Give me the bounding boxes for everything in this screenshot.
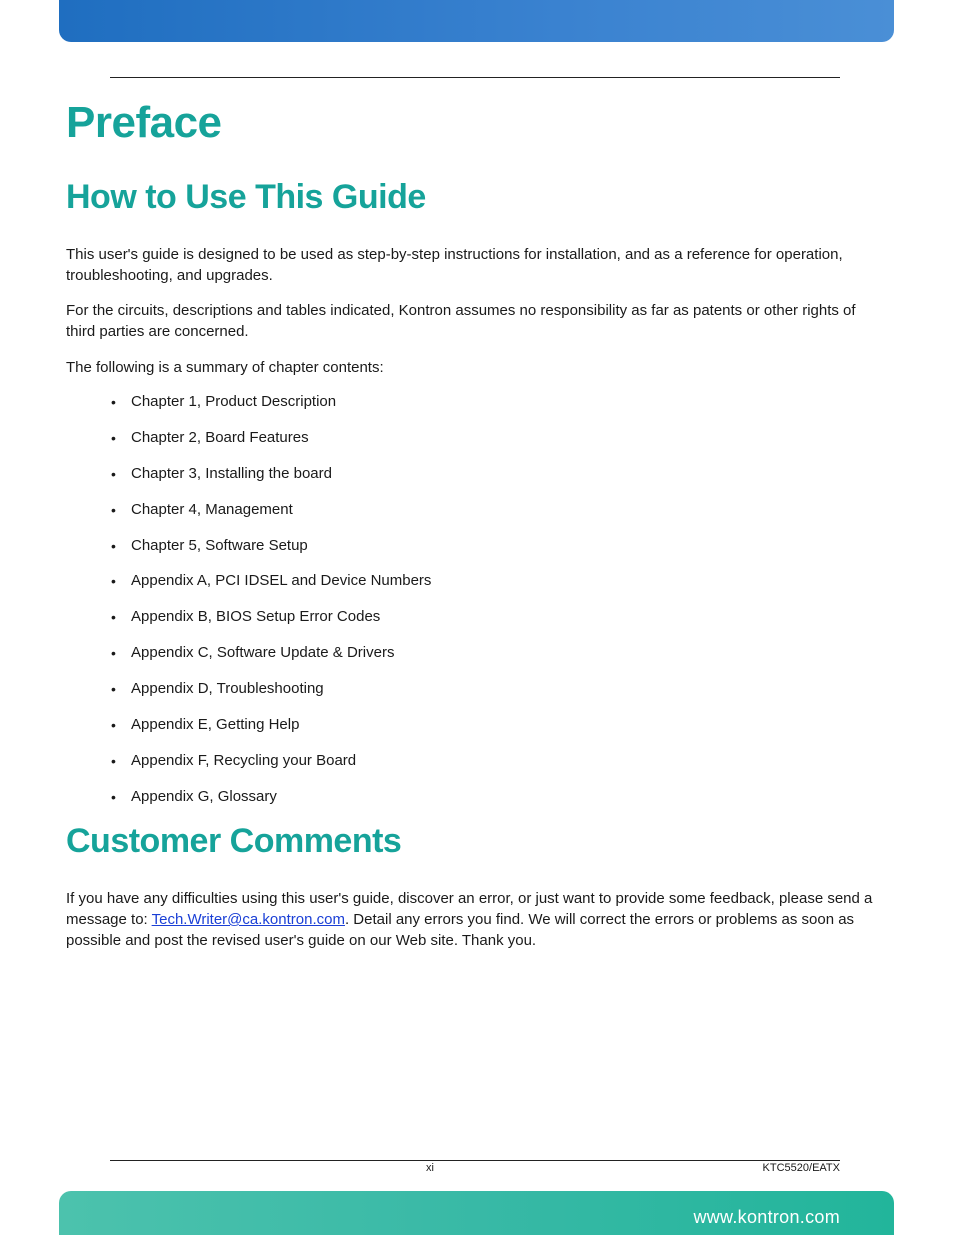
list-item: • Chapter 5, Software Setup (111, 536, 308, 554)
header-band (59, 0, 894, 42)
intro-paragraph: This user's guide is designed to be used as step-by-step instructions for installation, and as a reference for operation, troubleshooting, and upgrades. (66, 246, 843, 284)
list-item: • Appendix D, Troubleshooting (111, 680, 324, 698)
bullet-icon: • (111, 645, 116, 662)
page-title: Preface (66, 98, 222, 147)
list-item: • Appendix A, PCI IDSEL and Device Numbers (111, 572, 432, 590)
disclaimer-paragraph: For the circuits, descriptions and tables indicated, Kontron assumes no responsibility as far as patents or other rights of third parties are concerned. (66, 302, 856, 340)
summary-intro: The following is a summary of chapter contents: (66, 359, 384, 376)
list-item: • Chapter 2, Board Features (111, 428, 309, 446)
footer-rule (110, 1160, 840, 1161)
section-heading-guide: How to Use This Guide (66, 178, 426, 216)
bullet-icon: • (111, 465, 116, 482)
bullet-icon: • (111, 681, 116, 698)
bullet-icon: • (111, 501, 116, 518)
bullet-icon: • (111, 609, 116, 626)
bullet-icon: • (111, 788, 116, 805)
list-item: • Appendix B, BIOS Setup Error Codes (111, 608, 381, 626)
bullet-icon: • (111, 537, 116, 554)
page-number: xi (426, 1162, 434, 1174)
comments-paragraph: If you have any difficulties using this user's guide, discover an error, or just want to provide some feedback, please send a message to: Tech.Writer@ca.kontron.com. Detail any errors you find. We will correct the errors or problems as soon as possible and post the revised user's guide on our Web site. Thank you. (66, 890, 873, 949)
chapter-list (108, 392, 431, 823)
bullet-icon: • (111, 752, 116, 769)
list-item: • Appendix F, Recycling your Board (111, 751, 357, 769)
list-item: • Chapter 4, Management (111, 500, 293, 518)
website-link[interactable]: www.kontron.com (693, 1207, 840, 1227)
bullet-icon: • (111, 573, 116, 590)
section-heading-comments: Customer Comments (66, 822, 402, 860)
bullet-icon: • (111, 429, 116, 446)
footer-band (59, 1191, 894, 1235)
list-item: • Appendix G, Glossary (111, 787, 277, 805)
email-link[interactable]: Tech.Writer@ca.kontron.com (151, 911, 345, 928)
list-item: • Appendix E, Getting Help (111, 716, 300, 734)
document-id: KTC5520/EATX (762, 1162, 840, 1174)
header-rule (110, 77, 840, 78)
list-item: • Appendix C, Software Update & Drivers (111, 644, 395, 662)
bullet-icon: • (111, 717, 116, 734)
list-item: • Chapter 1, Product Description (111, 393, 337, 410)
list-item: • Chapter 3, Installing the board (111, 464, 332, 482)
bullet-icon: • (111, 394, 116, 410)
